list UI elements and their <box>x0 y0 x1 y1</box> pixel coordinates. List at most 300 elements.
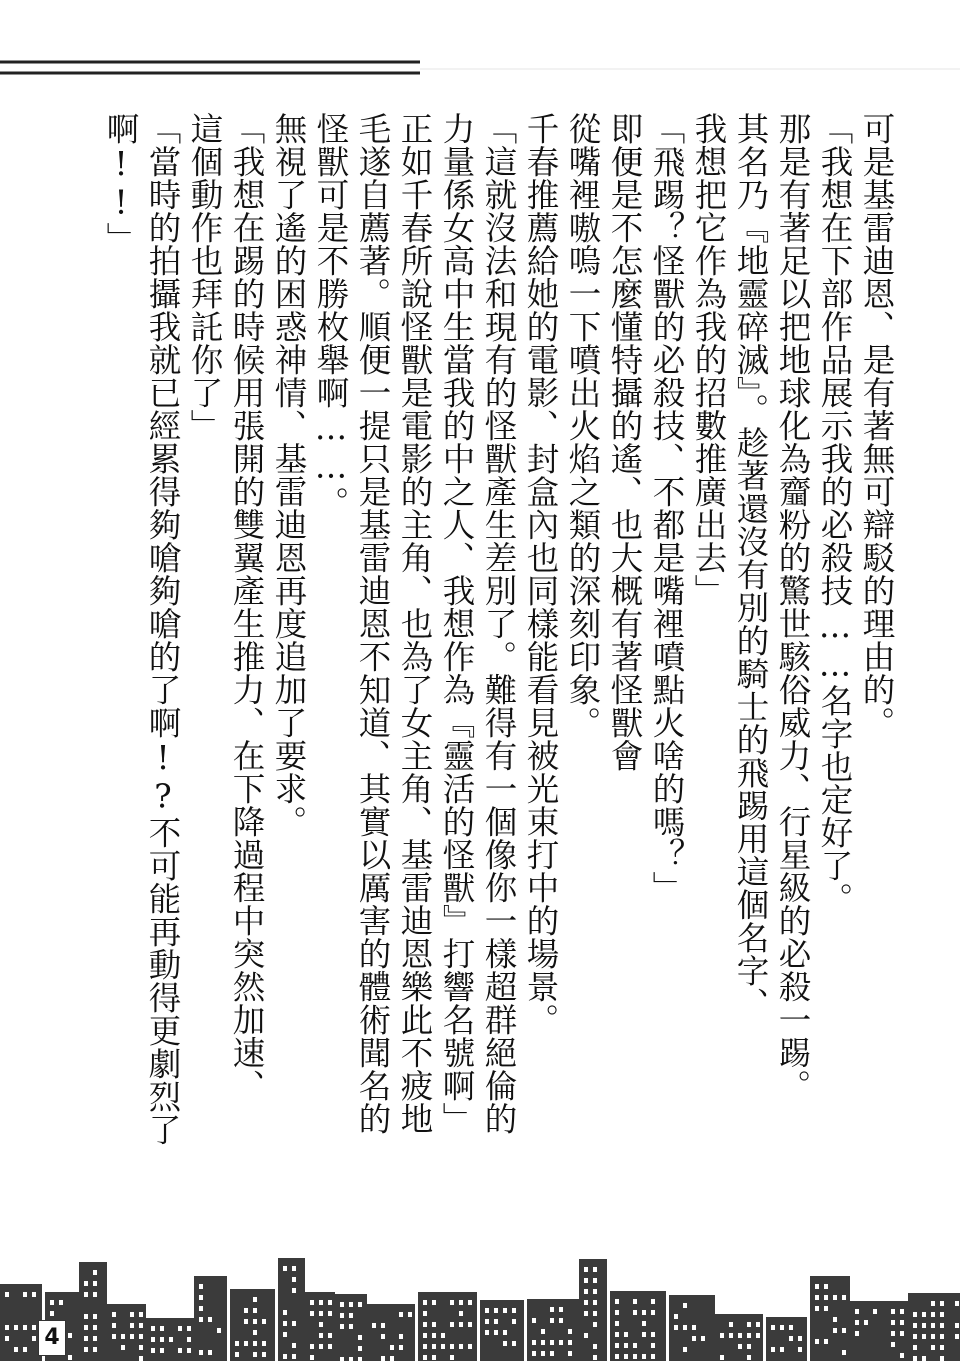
paragraph-2: 「我想在下部作品展示我的必殺技……名字也定好了。 <box>816 112 854 915</box>
building-window <box>121 1334 125 1339</box>
building-window <box>372 1323 376 1328</box>
building-window <box>683 1325 687 1330</box>
building-window <box>833 1328 837 1333</box>
building-11 <box>367 1304 415 1361</box>
building-window <box>615 1354 619 1359</box>
building-window <box>349 1357 353 1361</box>
building-8 <box>278 1258 305 1361</box>
paragraph-12: 正如千春所說怪獸是電影的主角、也為了女主角、基雷迪恩樂此不疲地 <box>396 112 434 1135</box>
building-window <box>729 1333 733 1338</box>
building-window <box>940 1345 944 1350</box>
building-window <box>23 1292 27 1297</box>
building-window <box>615 1343 619 1348</box>
city-skyline-footer <box>0 1246 960 1361</box>
building-window <box>139 1356 143 1361</box>
building-window <box>651 1299 655 1304</box>
paragraph-17: 這個動作也拜託你了」 <box>186 112 224 442</box>
building-window <box>235 1352 239 1357</box>
building-window <box>913 1345 917 1350</box>
building-window <box>624 1354 628 1359</box>
building-window <box>913 1356 917 1361</box>
building-window <box>922 1312 926 1317</box>
building-window <box>891 1342 895 1347</box>
building-window <box>931 1334 935 1339</box>
building-window <box>615 1332 619 1337</box>
building-window <box>328 1344 332 1349</box>
building-window <box>84 1281 88 1286</box>
building-window <box>93 1314 97 1319</box>
building-window <box>855 1320 859 1325</box>
building-window <box>93 1270 97 1275</box>
building-window <box>593 1289 597 1294</box>
building-window <box>244 1319 248 1324</box>
building-window <box>873 1309 877 1314</box>
building-window <box>855 1309 859 1314</box>
building-window <box>399 1312 403 1317</box>
building-window <box>815 1339 819 1344</box>
building-window <box>358 1346 362 1351</box>
building-window <box>651 1332 655 1337</box>
paragraph-8: 從嘴裡嗷嗚一下噴出火焰之類的深刻印象。 <box>564 112 602 739</box>
building-window <box>891 1309 895 1314</box>
building-window <box>651 1310 655 1315</box>
building-window <box>824 1306 828 1311</box>
paragraph-9: 千春推薦給她的電影、封盒內也同樣能看見被光束打中的場景。 <box>522 112 560 1036</box>
building-window <box>900 1309 904 1314</box>
building-window <box>824 1295 828 1300</box>
building-window <box>468 1344 472 1349</box>
building-window <box>842 1295 846 1300</box>
building-window <box>568 1340 572 1345</box>
building-window <box>14 1325 18 1330</box>
building-window <box>642 1332 646 1337</box>
building-window <box>319 1311 323 1316</box>
vertical-text-body <box>88 112 898 1202</box>
building-window <box>121 1345 125 1350</box>
building-window <box>651 1343 655 1348</box>
building-window <box>217 1328 221 1333</box>
building-window <box>738 1333 742 1338</box>
building-window <box>701 1336 705 1341</box>
building-window <box>789 1325 793 1330</box>
building-window <box>485 1319 489 1324</box>
building-window <box>14 1347 18 1352</box>
building-window <box>532 1351 536 1356</box>
building-window <box>550 1318 554 1323</box>
building-window <box>328 1311 332 1316</box>
building-window <box>328 1333 332 1338</box>
building-window <box>199 1295 203 1300</box>
building-window <box>187 1348 191 1353</box>
building-window <box>84 1325 88 1330</box>
building-window <box>208 1317 212 1322</box>
building-window <box>253 1341 257 1346</box>
building-window <box>244 1308 248 1313</box>
building-window <box>381 1323 385 1328</box>
building-window <box>955 1334 959 1339</box>
building-window <box>340 1302 344 1307</box>
building-window <box>349 1302 353 1307</box>
building-window <box>130 1323 134 1328</box>
building-window <box>23 1325 27 1330</box>
building-window <box>532 1318 536 1323</box>
building-window <box>450 1344 454 1349</box>
building-window <box>940 1312 944 1317</box>
building-window <box>568 1329 572 1334</box>
building-7 <box>230 1289 275 1361</box>
building-window <box>84 1314 88 1319</box>
building-window <box>798 1347 802 1352</box>
building-window <box>349 1324 353 1329</box>
building-window <box>512 1308 516 1313</box>
paragraph-4: 其名乃『地靈碎滅』。趁著還沒有別的騎士的飛踢用這個名字、 <box>732 112 770 1020</box>
building-window <box>441 1333 445 1338</box>
building-window <box>283 1332 287 1337</box>
building-window <box>112 1334 116 1339</box>
header-rule <box>0 58 960 82</box>
building-window <box>139 1334 143 1339</box>
paragraph-5: 我想把它作為我的招數推廣出去」 <box>690 112 728 607</box>
building-window <box>68 1333 72 1338</box>
building-window <box>32 1336 36 1341</box>
building-window <box>262 1319 266 1324</box>
building-window <box>93 1292 97 1297</box>
building-window <box>292 1277 296 1282</box>
building-window <box>423 1300 427 1305</box>
building-window <box>922 1356 926 1361</box>
building-window <box>756 1322 760 1327</box>
building-window <box>642 1310 646 1315</box>
paragraph-11: 力量係女高中生當我的中之人、我想作為『靈活的怪獸』打響名號啊」 <box>438 112 476 1135</box>
building-window <box>494 1319 498 1324</box>
building-window <box>5 1292 9 1297</box>
building-window <box>891 1320 895 1325</box>
building-window <box>683 1303 687 1308</box>
building-window <box>50 1311 54 1316</box>
building-window <box>399 1334 403 1339</box>
building-window <box>780 1347 784 1352</box>
building-window <box>468 1322 472 1327</box>
building-window <box>494 1330 498 1335</box>
building-window <box>541 1329 545 1334</box>
building-window <box>593 1344 597 1349</box>
building-window <box>900 1320 904 1325</box>
building-window <box>855 1331 859 1336</box>
building-window <box>692 1325 696 1330</box>
building-window <box>459 1311 463 1316</box>
building-window <box>824 1339 828 1344</box>
building-window <box>199 1317 203 1322</box>
building-window <box>253 1319 257 1324</box>
building-window <box>5 1336 9 1341</box>
building-window <box>358 1302 362 1307</box>
building-window <box>683 1347 687 1352</box>
building-window <box>253 1308 257 1313</box>
building-window <box>593 1355 597 1360</box>
building-window <box>559 1340 563 1345</box>
building-window <box>432 1344 436 1349</box>
building-window <box>771 1325 775 1330</box>
building-window <box>798 1336 802 1341</box>
building-window <box>833 1295 837 1300</box>
building-window <box>550 1340 554 1345</box>
building-window <box>450 1355 454 1360</box>
building-window <box>512 1319 516 1324</box>
building-window <box>651 1354 655 1359</box>
building-window <box>485 1330 489 1335</box>
building-window <box>747 1355 751 1360</box>
building-window <box>593 1267 597 1272</box>
building-window <box>358 1335 362 1340</box>
building-window <box>459 1344 463 1349</box>
building-window <box>340 1313 344 1318</box>
building-window <box>842 1350 846 1355</box>
building-window <box>584 1311 588 1316</box>
building-window <box>178 1348 182 1353</box>
building-window <box>169 1337 173 1342</box>
paragraph-16: 「我想在踢的時候用張開的雙翼產生推力、在下降過程中突然加速、 <box>228 112 266 1102</box>
building-window <box>68 1355 72 1360</box>
building-window <box>815 1295 819 1300</box>
building-window <box>940 1301 944 1306</box>
building-window <box>833 1317 837 1322</box>
building-window <box>253 1352 257 1357</box>
page-number: 4 <box>38 1320 66 1356</box>
building-window <box>593 1311 597 1316</box>
building-window <box>432 1355 436 1360</box>
building-window <box>390 1345 394 1350</box>
building-window <box>550 1351 554 1356</box>
building-window <box>494 1308 498 1313</box>
building-window <box>310 1300 314 1305</box>
building-window <box>615 1310 619 1315</box>
building-window <box>151 1348 155 1353</box>
building-window <box>423 1322 427 1327</box>
building-window <box>84 1292 88 1297</box>
building-window <box>771 1347 775 1352</box>
building-window <box>187 1337 191 1342</box>
building-window <box>512 1341 516 1346</box>
building-window <box>633 1299 637 1304</box>
building-window <box>720 1355 724 1360</box>
building-window <box>93 1336 97 1341</box>
building-window <box>747 1333 751 1338</box>
building-window <box>283 1266 287 1271</box>
building-window <box>824 1284 828 1289</box>
building-window <box>584 1278 588 1283</box>
building-window <box>503 1308 507 1313</box>
building-window <box>310 1344 314 1349</box>
building-window <box>593 1322 597 1327</box>
building-window <box>84 1347 88 1352</box>
building-window <box>319 1344 323 1349</box>
building-window <box>199 1350 203 1355</box>
building-window <box>550 1307 554 1312</box>
building-window <box>32 1325 36 1330</box>
building-window <box>468 1300 472 1305</box>
building-window <box>208 1350 212 1355</box>
building-window <box>112 1312 116 1317</box>
building-window <box>23 1347 27 1352</box>
building-window <box>584 1289 588 1294</box>
building-window <box>780 1325 784 1330</box>
building-window <box>900 1353 904 1358</box>
building-window <box>931 1345 935 1350</box>
building-window <box>633 1354 637 1359</box>
building-window <box>349 1313 353 1318</box>
building-window <box>390 1356 394 1361</box>
building-window <box>584 1267 588 1272</box>
building-window <box>340 1324 344 1329</box>
building-window <box>139 1345 143 1350</box>
building-window <box>319 1333 323 1338</box>
building-window <box>139 1323 143 1328</box>
building-window <box>432 1322 436 1327</box>
building-window <box>593 1300 597 1305</box>
building-window <box>93 1347 97 1352</box>
building-window <box>633 1310 637 1315</box>
building-window <box>940 1323 944 1328</box>
building-window <box>922 1323 926 1328</box>
building-window <box>292 1321 296 1326</box>
paragraph-6: 「飛踢？怪獸的必殺技、不都是嘴裡噴點火啥的嗎？」 <box>648 112 686 904</box>
building-window <box>864 1320 868 1325</box>
building-window <box>292 1288 296 1293</box>
building-window <box>381 1356 385 1361</box>
building-window <box>624 1343 628 1348</box>
building-window <box>432 1300 436 1305</box>
building-window <box>503 1330 507 1335</box>
building-window <box>319 1300 323 1305</box>
building-window <box>310 1311 314 1316</box>
building-window <box>423 1355 427 1360</box>
building-window <box>568 1351 572 1356</box>
building-window <box>292 1343 296 1348</box>
building-window <box>432 1333 436 1338</box>
building-window <box>441 1344 445 1349</box>
building-window <box>283 1354 287 1359</box>
building-window <box>532 1340 536 1345</box>
building-window <box>310 1355 314 1360</box>
building-window <box>720 1333 724 1338</box>
building-window <box>408 1312 412 1317</box>
paragraph-1: 可是基雷迪恩、是有著無可辯駁的理由的。 <box>858 112 896 739</box>
building-window <box>328 1300 332 1305</box>
building-window <box>913 1312 917 1317</box>
building-window <box>84 1336 88 1341</box>
building-window <box>692 1336 696 1341</box>
paragraph-14: 怪獸可是不勝枚舉啊……。 <box>312 112 350 519</box>
building-window <box>340 1357 344 1361</box>
building-window <box>756 1333 760 1338</box>
building-window <box>423 1344 427 1349</box>
building-window <box>633 1343 637 1348</box>
building-window <box>381 1334 385 1339</box>
building-window <box>93 1281 97 1286</box>
paragraph-10: 「這就沒法和現有的怪獸產生差別了。難得有一個像你一樣超群絕倫的 <box>480 112 518 1135</box>
building-window <box>459 1300 463 1305</box>
building-window <box>199 1284 203 1289</box>
building-window <box>358 1357 362 1361</box>
building-window <box>815 1306 819 1311</box>
building-window <box>729 1322 733 1327</box>
building-window <box>940 1356 944 1361</box>
building-window <box>50 1300 54 1305</box>
building-window <box>423 1333 427 1338</box>
building-window <box>235 1341 239 1346</box>
building-window <box>160 1326 164 1331</box>
building-window <box>423 1311 427 1316</box>
paragraph-18: 「當時的拍攝我就已經累得夠嗆夠嗆的了啊!?不可能再動得更劇烈了啊!!」 <box>102 112 182 1146</box>
building-window <box>931 1323 935 1328</box>
building-window <box>253 1330 257 1335</box>
building-window <box>940 1334 944 1339</box>
building-window <box>922 1334 926 1339</box>
building-window <box>151 1326 155 1331</box>
building-window <box>139 1312 143 1317</box>
building-window <box>262 1341 266 1346</box>
building-window <box>283 1310 287 1315</box>
building-window <box>931 1312 935 1317</box>
building-window <box>503 1341 507 1346</box>
building-window <box>112 1323 116 1328</box>
building-window <box>642 1321 646 1326</box>
building-window <box>615 1321 619 1326</box>
building-window <box>130 1334 134 1339</box>
building-window <box>955 1323 959 1328</box>
building-window <box>642 1354 646 1359</box>
building-window <box>931 1301 935 1306</box>
building-window <box>747 1322 751 1327</box>
building-window <box>674 1325 678 1330</box>
building-window <box>541 1351 545 1356</box>
building-window <box>459 1322 463 1327</box>
building-window <box>541 1340 545 1345</box>
building-window <box>178 1326 182 1331</box>
building-window <box>913 1334 917 1339</box>
building-window <box>130 1312 134 1317</box>
building-window <box>450 1300 454 1305</box>
building-window <box>253 1297 257 1302</box>
building-window <box>319 1322 323 1327</box>
building-window <box>584 1333 588 1338</box>
building-window <box>160 1348 164 1353</box>
building-window <box>674 1314 678 1319</box>
building-window <box>891 1331 895 1336</box>
building-window <box>900 1331 904 1336</box>
building-window <box>399 1345 403 1350</box>
building-window <box>283 1321 287 1326</box>
building-window <box>292 1354 296 1359</box>
building-window <box>485 1308 489 1313</box>
building-window <box>593 1278 597 1283</box>
building-window <box>747 1344 751 1349</box>
building-window <box>199 1306 203 1311</box>
building-window <box>815 1284 819 1289</box>
building-window <box>59 1300 63 1305</box>
building-window <box>789 1336 793 1341</box>
building-window <box>187 1326 191 1331</box>
building-window <box>93 1325 97 1330</box>
building-window <box>913 1323 917 1328</box>
building-window <box>842 1328 846 1333</box>
building-window <box>559 1318 563 1323</box>
building-window <box>5 1325 9 1330</box>
building-window <box>244 1341 248 1346</box>
building-window <box>559 1307 563 1312</box>
building-window <box>615 1299 619 1304</box>
building-window <box>584 1300 588 1305</box>
